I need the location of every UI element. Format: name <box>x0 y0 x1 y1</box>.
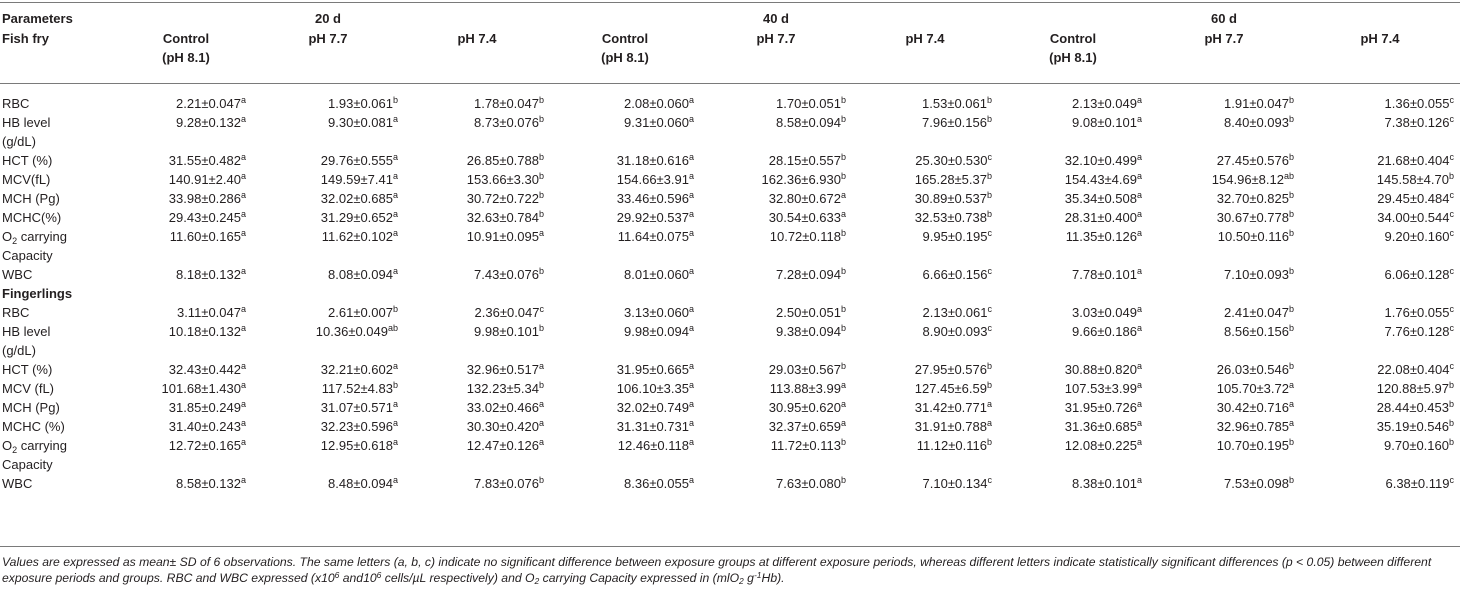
table-cell: 31.31±0.731$^a$ <box>616 418 694 434</box>
table-cell: 30.54±0.633$^a$ <box>768 209 846 225</box>
table-cell: 35.34±0.508$^a$ <box>1064 190 1142 206</box>
table-cell: 106.10±3.35$^a$ <box>616 380 694 396</box>
table-cell: 6.66±0.156$^c$ <box>922 266 992 282</box>
table-cell: 12.08±0.225$^a$ <box>1064 437 1142 453</box>
header-group-ph77: pH 7.7 <box>308 31 348 46</box>
table-cell: 10.91±0.095$^a$ <box>466 228 544 244</box>
table-cell: 32.21±0.602$^a$ <box>320 361 398 377</box>
table-cell: 9.30±0.081$^a$ <box>328 114 398 130</box>
table-cell: 8.90±0.093$^c$ <box>922 323 992 339</box>
table-cell: 9.98±0.101$^b$ <box>474 323 544 339</box>
table-cell: 27.45±0.576$^b$ <box>1216 152 1294 168</box>
table-cell: 7.43±0.076$^b$ <box>474 266 544 282</box>
table-cell: 9.38±0.094$^b$ <box>776 323 846 339</box>
header-group-control: Control (pH 8.1) <box>162 31 210 65</box>
table-cell: 8.18±0.132$^a$ <box>176 266 246 282</box>
table-cell: 8.58±0.132$^a$ <box>176 475 246 491</box>
table-cell: 10.18±0.132$^a$ <box>168 323 246 339</box>
bottom-rule <box>0 546 1460 547</box>
table-cell: 7.96±0.156$^b$ <box>922 114 992 130</box>
table-cell: 30.67±0.778$^b$ <box>1216 209 1294 225</box>
table-cell: 12.46±0.118$^a$ <box>617 437 694 453</box>
table-row <box>0 379 1460 398</box>
table-row <box>0 265 1460 284</box>
table-cell: 7.10±0.093$^b$ <box>1224 266 1294 282</box>
table-cell: 2.13±0.049$^a$ <box>1072 95 1142 111</box>
table-cell: 154.66±3.91$^a$ <box>616 171 694 187</box>
header-group-ph77: pH 7.7 <box>1204 31 1244 46</box>
table-cell: 9.70±0.160$^b$ <box>1384 437 1454 453</box>
header-fish-fry: Fish fry <box>2 31 49 46</box>
table-cell: 2.50±0.051$^b$ <box>776 304 846 320</box>
table-cell: 153.66±3.30$^b$ <box>466 171 544 187</box>
table-cell: 1.78±0.047$^b$ <box>474 95 544 111</box>
table-cell: 127.45±6.59$^b$ <box>914 380 992 396</box>
table-row <box>0 360 1460 379</box>
table-cell: 8.08±0.094$^a$ <box>328 266 398 282</box>
row-label: MCH (Pg) <box>2 400 60 415</box>
table-row <box>0 417 1460 436</box>
table-cell: 32.02±0.749$^a$ <box>616 399 694 415</box>
table-cell: 12.72±0.165$^a$ <box>168 437 246 453</box>
table-row <box>0 436 1460 455</box>
table-cell: 11.12±0.116$^b$ <box>916 437 992 453</box>
section-label: Fingerlings <box>2 286 73 301</box>
table-cell: 8.48±0.094$^a$ <box>328 475 398 491</box>
table-cell: 11.60±0.165$^a$ <box>169 228 246 244</box>
header-period-60d: 60 d <box>1210 11 1237 26</box>
table-cell: 35.19±0.546$^b$ <box>1376 418 1454 434</box>
table-cell: 30.72±0.722$^b$ <box>466 190 544 206</box>
table-row <box>0 94 1460 113</box>
table-cell: 32.53±0.738$^b$ <box>914 209 992 225</box>
table-cell: 26.85±0.788$^b$ <box>466 152 544 168</box>
table-cell: 22.08±0.404$^c$ <box>1377 361 1454 377</box>
section-row <box>0 284 1460 303</box>
row-label: HCT (%) <box>2 362 53 377</box>
table-cell: 27.95±0.576$^b$ <box>914 361 992 377</box>
table-cell: 31.29±0.652$^a$ <box>320 209 398 225</box>
table-row-continuation <box>0 455 1460 474</box>
table-cell: 165.28±5.37$^b$ <box>914 171 992 187</box>
table-row <box>0 151 1460 170</box>
table-cell: 3.11±0.047$^a$ <box>176 304 246 320</box>
table-row-continuation <box>0 132 1460 151</box>
table-cell: 3.03±0.049$^a$ <box>1072 304 1142 320</box>
table-cell: 29.92±0.537$^a$ <box>616 209 694 225</box>
table-cell: 8.36±0.055$^a$ <box>624 475 694 491</box>
table-cell: 3.13±0.060$^a$ <box>624 304 694 320</box>
table-cell: 117.52±4.83$^b$ <box>321 380 398 396</box>
table-cell: 31.85±0.249$^a$ <box>168 399 246 415</box>
table-cell: 7.83±0.076$^b$ <box>474 475 544 491</box>
row-label-line2: Capacity <box>2 248 53 263</box>
table-cell: 162.36±6.930$^b$ <box>761 171 846 187</box>
table-cell: 2.36±0.047$^c$ <box>474 304 544 320</box>
table-cell: 2.13±0.061$^c$ <box>922 304 992 320</box>
table-row-continuation <box>0 246 1460 265</box>
table-cell: 107.53±3.99$^a$ <box>1064 380 1142 396</box>
table-cell: 31.91±0.788$^a$ <box>914 418 992 434</box>
table-cell: 32.96±0.785$^a$ <box>1216 418 1294 434</box>
table-cell: 10.50±0.116$^b$ <box>1217 228 1294 244</box>
table-cell: 140.91±2.40$^a$ <box>168 171 246 187</box>
table-cell: 9.66±0.186$^a$ <box>1072 323 1142 339</box>
table-cell: 31.07±0.571$^a$ <box>320 399 398 415</box>
row-label-line2: (g/dL) <box>2 343 36 358</box>
table-cell: 6.06±0.128$^c$ <box>1384 266 1454 282</box>
table-cell: 9.28±0.132$^a$ <box>176 114 246 130</box>
row-label: MCHC(%) <box>2 210 62 225</box>
table-cell: 101.68±1.430$^a$ <box>161 380 246 396</box>
table-cell: 32.70±0.825$^b$ <box>1216 190 1294 206</box>
table-cell: 12.47±0.126$^a$ <box>466 437 544 453</box>
table-cell: 32.23±0.596$^a$ <box>320 418 398 434</box>
table-cell: 29.45±0.484$^c$ <box>1377 190 1454 206</box>
row-label: MCH (Pg) <box>2 191 60 206</box>
table-cell: 32.37±0.659$^a$ <box>768 418 846 434</box>
table-cell: 9.08±0.101$^a$ <box>1072 114 1142 130</box>
table-cell: 31.95±0.665$^a$ <box>616 361 694 377</box>
table-cell: 34.00±0.544$^c$ <box>1377 209 1454 225</box>
table-cell: 32.63±0.784$^b$ <box>466 209 544 225</box>
header-period-40d: 40 d <box>762 11 789 26</box>
table-cell: 11.72±0.113$^b$ <box>770 437 846 453</box>
table-row <box>0 208 1460 227</box>
table-row <box>0 474 1460 493</box>
row-label-line2: Capacity <box>2 457 53 472</box>
header-group-control: Control (pH 8.1) <box>601 31 649 65</box>
table-cell: 120.88±5.97$^b$ <box>1376 380 1454 396</box>
row-label: HB level <box>2 324 51 339</box>
table-cell: 113.88±3.99$^a$ <box>769 380 846 396</box>
table-cell: 2.08±0.060$^a$ <box>624 95 694 111</box>
table-cell: 8.56±0.156$^b$ <box>1224 323 1294 339</box>
table-cell: 1.53±0.061$^b$ <box>922 95 992 111</box>
table-cell: 7.63±0.080$^b$ <box>776 475 846 491</box>
table-cell: 1.36±0.055$^c$ <box>1384 95 1454 111</box>
table-cell: 7.10±0.134$^c$ <box>922 475 992 491</box>
table-cell: 33.46±0.596$^a$ <box>616 190 694 206</box>
header-period-20d: 20 d <box>314 11 341 26</box>
table-cell: 11.62±0.102$^a$ <box>321 228 398 244</box>
table-cell: 10.36±0.049$^{ab}$ <box>315 323 398 339</box>
table-cell: 105.70±3.72$^a$ <box>1216 380 1294 396</box>
table-cell: 8.01±0.060$^a$ <box>624 266 694 282</box>
table-cell: 11.64±0.075$^a$ <box>617 228 694 244</box>
table-row <box>0 113 1460 132</box>
table-cell: 2.21±0.047$^a$ <box>176 95 246 111</box>
table-cell: 29.03±0.567$^b$ <box>768 361 846 377</box>
table-cell: 28.44±0.453$^b$ <box>1376 399 1454 415</box>
row-label: MCV(fL) <box>2 172 51 187</box>
table-cell: 31.55±0.482$^a$ <box>168 152 246 168</box>
table-cell: 30.95±0.620$^a$ <box>768 399 846 415</box>
header-group-ph74: pH 7.4 <box>1360 31 1400 46</box>
row-label: $O_2$ carrying <box>2 229 67 246</box>
row-label: MCHC (%) <box>2 419 65 434</box>
table-row <box>0 322 1460 341</box>
table-cell: 1.76±0.055$^c$ <box>1384 304 1454 320</box>
table-cell: 2.41±0.047$^b$ <box>1224 304 1294 320</box>
table-footnote: Values are expressed as mean± SD of 6 observations. The same letters (a, b, c) indicate no significant difference between exposure groups at different exposure periods, whereas different letters indicate statistically significant differences (p < 0.05) between different exposure periods and groups. RBC and WBC expressed ($x10^6$ $and10^6$ cells/µL respectively) and $O_2$ carrying Capacity expressed in (mlO$_2$ $g^{-1}Hb$). <box>2 555 1432 586</box>
table-cell: 8.38±0.101$^a$ <box>1072 475 1142 491</box>
table-row <box>0 398 1460 417</box>
table-cell: 10.70±0.195$^b$ <box>1216 437 1294 453</box>
row-label: RBC <box>2 305 30 320</box>
table-cell: 31.40±0.243$^a$ <box>168 418 246 434</box>
table-cell: 32.10±0.499$^a$ <box>1064 152 1142 168</box>
table-cell: 28.31±0.400$^a$ <box>1064 209 1142 225</box>
table-cell: 32.96±0.517$^a$ <box>466 361 544 377</box>
table-cell: 25.30±0.530$^c$ <box>915 152 992 168</box>
row-label: RBC <box>2 96 30 111</box>
table-cell: 7.78±0.101$^a$ <box>1072 266 1142 282</box>
table-cell: 9.20±0.160$^c$ <box>1384 228 1454 244</box>
table-cell: 31.18±0.616$^a$ <box>616 152 694 168</box>
row-label: WBC <box>2 476 33 491</box>
table-cell: 33.98±0.286$^a$ <box>168 190 246 206</box>
table-cell: 29.76±0.555$^a$ <box>320 152 398 168</box>
table-cell: 7.28±0.094$^b$ <box>776 266 846 282</box>
table-cell: 31.95±0.726$^a$ <box>1064 399 1142 415</box>
table-cell: 1.91±0.047$^b$ <box>1224 95 1294 111</box>
table-cell: 7.76±0.128$^c$ <box>1384 323 1454 339</box>
table-cell: 12.95±0.618$^a$ <box>320 437 398 453</box>
table-cell: 149.59±7.41$^a$ <box>320 171 398 187</box>
table-cell: 1.70±0.051$^b$ <box>776 95 846 111</box>
table-cell: 6.38±0.119$^c$ <box>1385 475 1454 491</box>
row-label-line2: (g/dL) <box>2 134 36 149</box>
table-cell: 30.42±0.716$^a$ <box>1216 399 1294 415</box>
table-cell: 7.53±0.098$^b$ <box>1224 475 1294 491</box>
table-cell: 8.40±0.093$^b$ <box>1224 114 1294 130</box>
table-cell: 154.43±4.69$^a$ <box>1064 171 1142 187</box>
table-cell: 9.98±0.094$^a$ <box>624 323 694 339</box>
header-group-control: Control (pH 8.1) <box>1049 31 1097 65</box>
table-cell: 11.35±0.126$^a$ <box>1065 228 1142 244</box>
table-cell: 2.61±0.007$^b$ <box>328 304 398 320</box>
table-row <box>0 227 1460 246</box>
table-row <box>0 303 1460 322</box>
table-cell: 32.80±0.672$^a$ <box>768 190 846 206</box>
table-cell: 30.89±0.537$^b$ <box>914 190 992 206</box>
table-cell: 10.72±0.118$^b$ <box>769 228 846 244</box>
table-cell: 8.58±0.094$^b$ <box>776 114 846 130</box>
table-row <box>0 189 1460 208</box>
table-header <box>0 4 1460 94</box>
table-cell: 9.95±0.195$^c$ <box>922 228 992 244</box>
table-row-continuation <box>0 341 1460 360</box>
table-cell: 31.42±0.771$^a$ <box>914 399 992 415</box>
table-cell: 8.73±0.076$^b$ <box>474 114 544 130</box>
table-cell: 33.02±0.466$^a$ <box>466 399 544 415</box>
table-cell: 29.43±0.245$^a$ <box>168 209 246 225</box>
row-label: MCV (fL) <box>2 381 54 396</box>
table-cell: 31.36±0.685$^a$ <box>1064 418 1142 434</box>
top-rule <box>0 2 1460 3</box>
table-cell: 21.68±0.404$^c$ <box>1377 152 1454 168</box>
table-cell: 32.43±0.442$^a$ <box>168 361 246 377</box>
row-label: HCT (%) <box>2 153 53 168</box>
header-group-ph74: pH 7.4 <box>457 31 497 46</box>
header-group-ph74: pH 7.4 <box>905 31 945 46</box>
table-row <box>0 170 1460 189</box>
table-cell: 32.02±0.685$^a$ <box>320 190 398 206</box>
table-body <box>0 94 1460 493</box>
table-cell: 7.38±0.126$^c$ <box>1384 114 1454 130</box>
table-cell: 28.15±0.557$^b$ <box>768 152 846 168</box>
table-cell: 26.03±0.546$^b$ <box>1216 361 1294 377</box>
table-cell: 9.31±0.060$^a$ <box>624 114 694 130</box>
table-cell: 145.58±4.70$^b$ <box>1376 171 1454 187</box>
table-cell: 30.30±0.420$^a$ <box>466 418 544 434</box>
row-label: HB level <box>2 115 51 130</box>
table-cell: 132.23±5.34$^b$ <box>466 380 544 396</box>
table-cell: 30.88±0.820$^a$ <box>1064 361 1142 377</box>
row-label: WBC <box>2 267 33 282</box>
header-parameters: Parameters <box>2 11 73 26</box>
table-cell: 1.93±0.061$^b$ <box>328 95 398 111</box>
header-group-ph77: pH 7.7 <box>756 31 796 46</box>
table-cell: 154.96±8.12$^{ab}$ <box>1211 171 1294 187</box>
row-label: $O_2$ carrying <box>2 438 67 455</box>
data-table <box>0 4 1460 493</box>
